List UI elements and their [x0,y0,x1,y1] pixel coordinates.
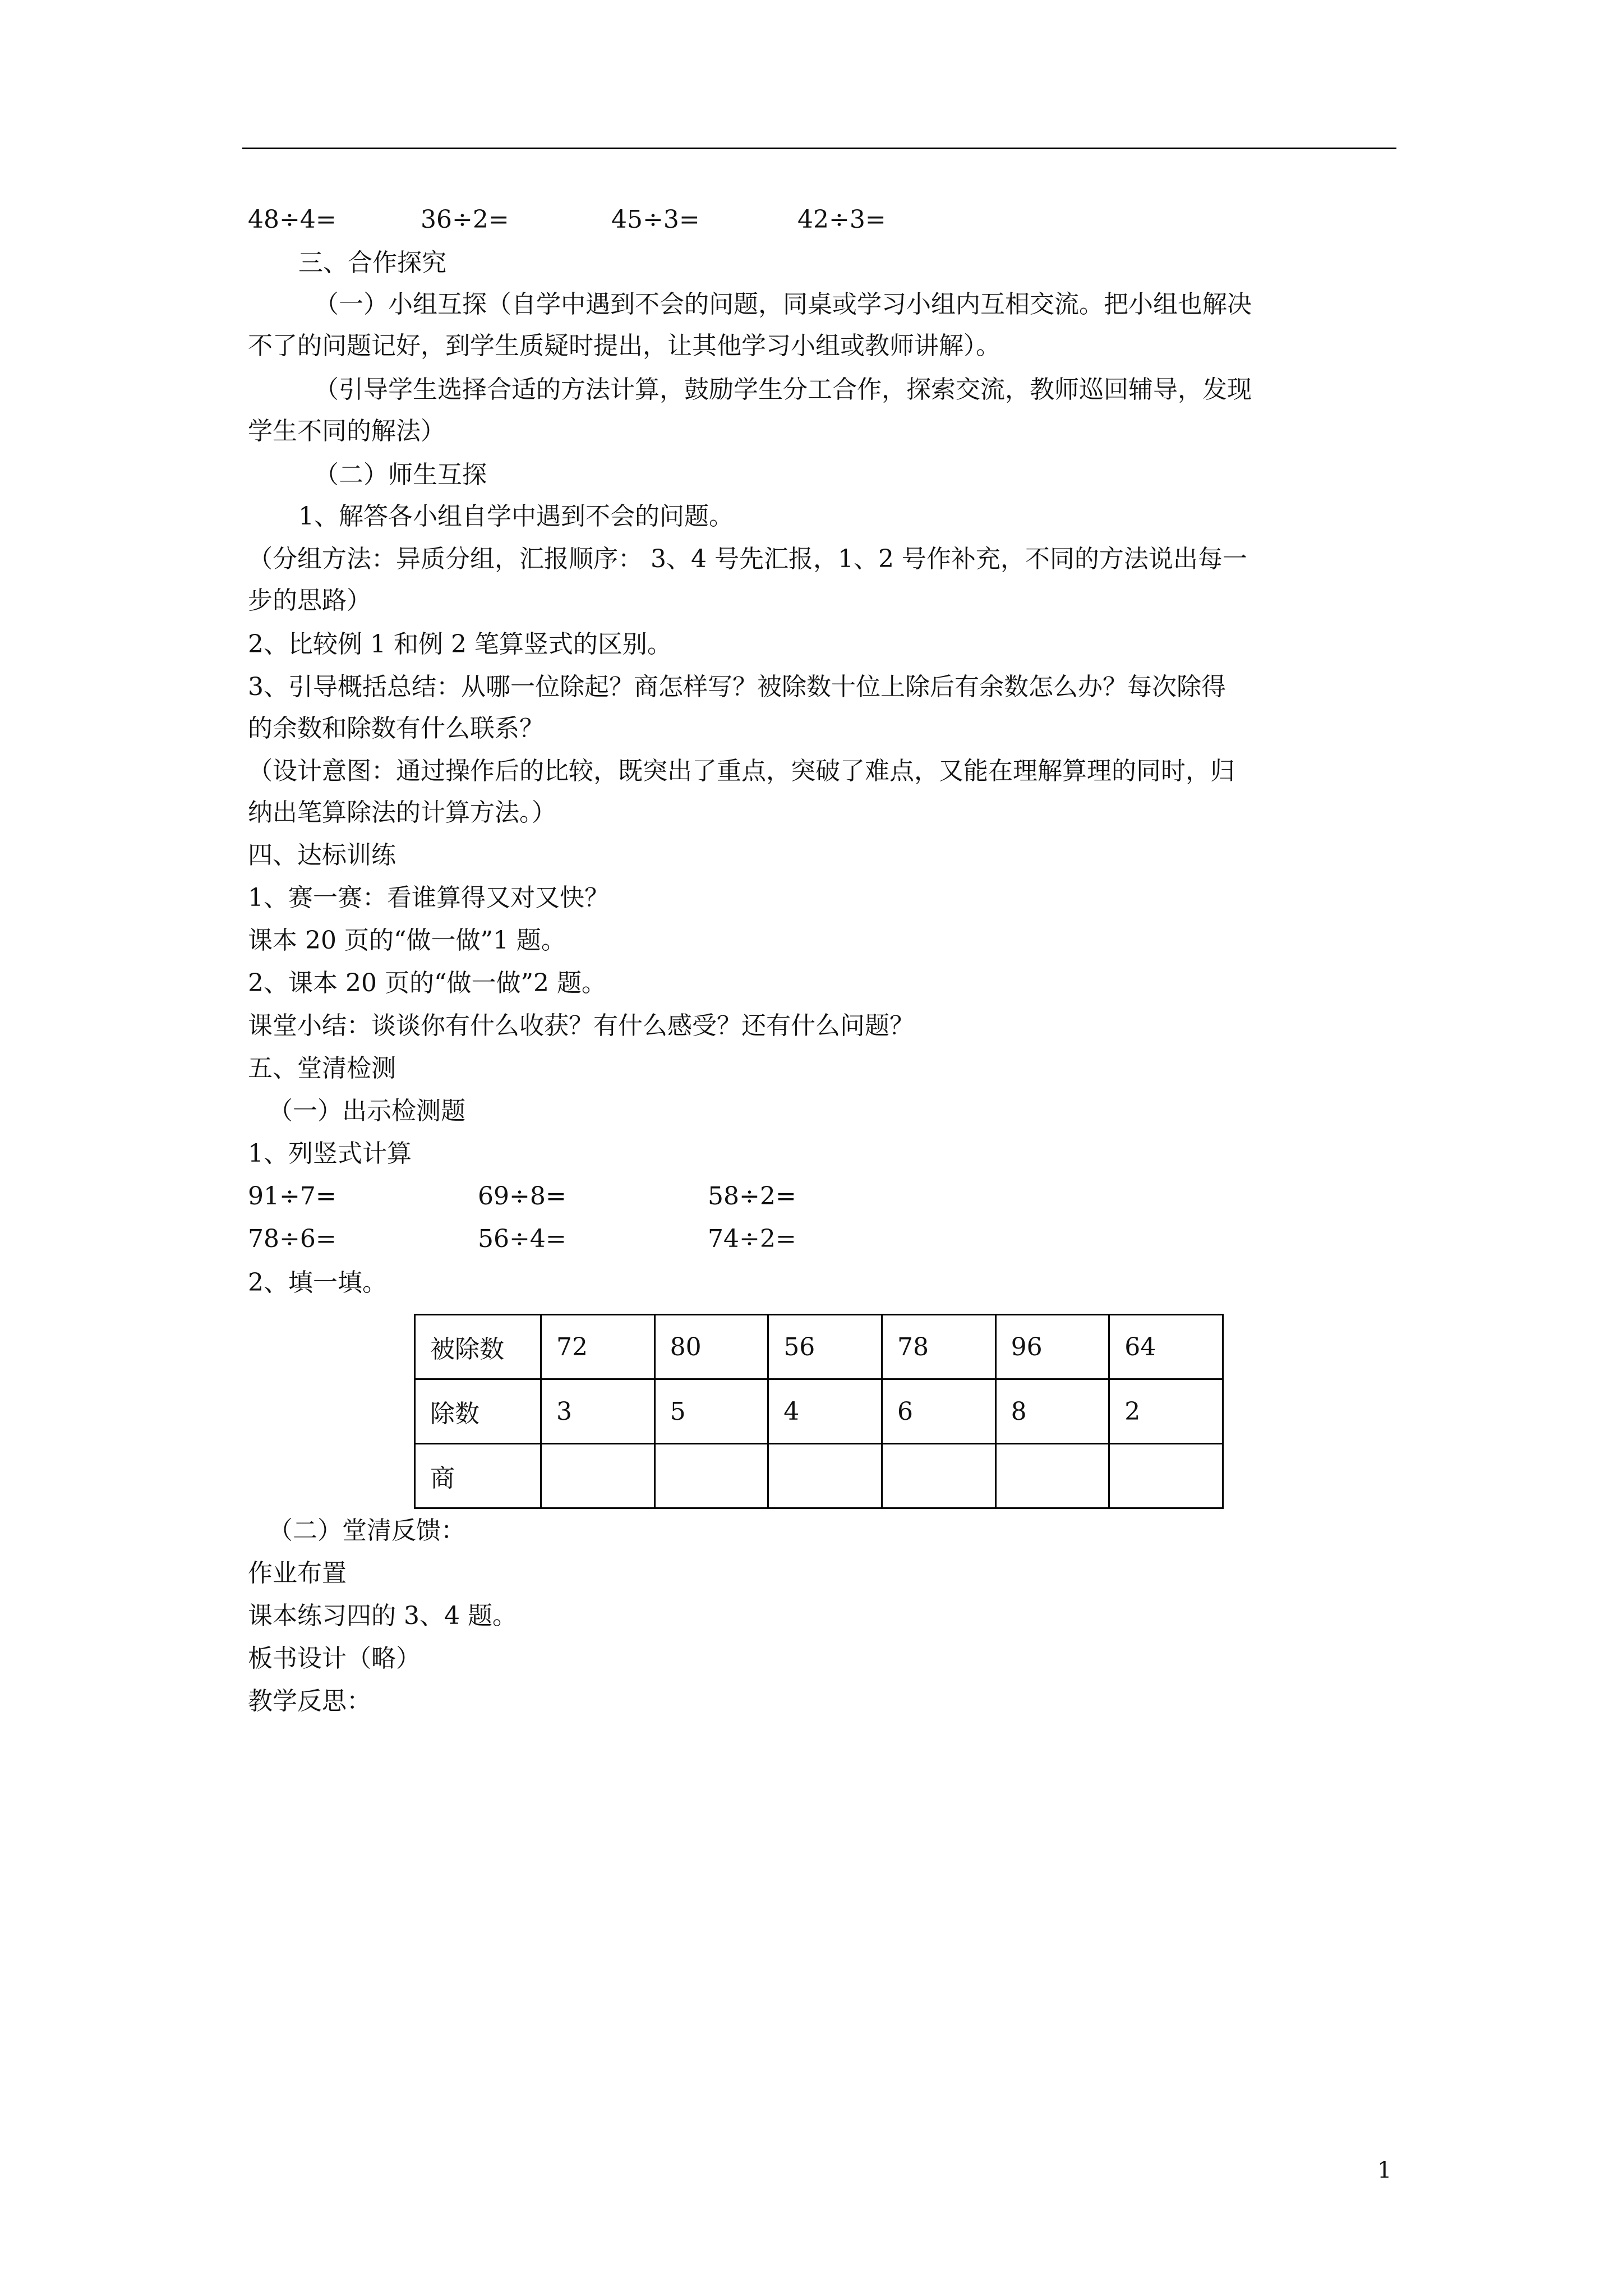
homework-title: 作业布置 [248,1559,347,1588]
guide-line-2: 学生不同的解法） [248,417,445,445]
table-cell: 78 [882,1315,995,1379]
guide-line-1: （引导学生选择合适的方法计算，鼓励学生分工合作，探索交流，教师巡回辅导，发现 [314,375,1252,404]
group-explore-line-1: （一）小组互探（自学中遇到不会的问题，同桌或学习小组内互相交流。把小组也解决 [314,290,1252,319]
top-calc-4: 42÷3= [797,205,886,234]
design-intent-line-1: （设计意图：通过操作后的比较，既突出了重点，突破了难点，又能在理解算理的同时，归 [248,757,1235,785]
homework-detail: 课本练习四的 3、4 题。 [248,1602,517,1630]
training-1-detail: 课本 20 页的“做一做”1 题。 [248,926,566,955]
item-1: 1、解答各小组自学中遇到不会的问题。 [298,502,734,531]
group-explore-line-2: 不了的问题记好，到学生质疑时提出，让其他学习小组或教师讲解）。 [248,332,1000,360]
table-cell: 72 [541,1315,654,1379]
top-calc-3: 45÷3= [611,205,700,234]
table-cell: 96 [995,1315,1109,1379]
calc-1-1: 91÷7= [248,1182,336,1211]
grouping-line-1: （分组方法：异质分组，汇报顺序： 3、4 号先汇报，1、2 号作补充，不同的方法说出每一 [248,545,1247,573]
section-3-title: 三、合作探究 [298,249,446,277]
table-row [415,1444,1223,1508]
calc-1-2: 69÷8= [478,1182,566,1211]
design-intent-line-2: 纳出笔算除法的计算方法。） [248,798,556,827]
table-row [415,1315,1223,1379]
item-2: 2、比较例 1 和例 2 笔算竖式的区别。 [248,630,672,659]
top-calc-2: 36÷2= [421,205,509,234]
table-cell: 除数 [415,1379,541,1444]
training-1: 1、赛一赛：看谁算得又对又快？ [248,884,609,912]
class-summary: 课堂小结：谈谈你有什么收获？有什么感受？还有什么问题？ [248,1011,914,1040]
table-cell [541,1444,654,1508]
item-3-line-2: 的余数和除数有什么联系？ [248,714,544,743]
table-cell: 被除数 [415,1315,541,1379]
table-cell: 商 [415,1444,541,1508]
table-cell: 6 [882,1379,995,1444]
table-row [415,1379,1223,1444]
feedback-title: （二）堂清反馈： [268,1516,465,1545]
header-rule [242,148,1396,149]
page-number: 1 [1377,2157,1392,2183]
table-cell [768,1444,882,1508]
table-cell [654,1444,768,1508]
table-cell: 2 [1109,1379,1223,1444]
table-cell: 5 [654,1379,768,1444]
table-cell: 64 [1109,1315,1223,1379]
teacher-student-title: （二）师生互探 [314,461,487,489]
training-2: 2、课本 20 页的“做一做”2 题。 [248,969,606,997]
teaching-reflection: 教学反思： [248,1687,371,1715]
table-cell: 3 [541,1379,654,1444]
division-table [414,1314,1224,1509]
table-cell: 8 [995,1379,1109,1444]
item-3-line-1: 3、引导概括总结：从哪一位除起？商怎样写？被除数十位上除后有余数怎么办？每次除得 [248,673,1226,701]
table-cell: 80 [654,1315,768,1379]
section-5-title: 五、堂清检测 [248,1054,396,1083]
calc-1-3: 58÷2= [708,1182,796,1211]
quiz-title: （一）出示检测题 [268,1097,465,1125]
table-cell: 4 [768,1379,882,1444]
quiz-2: 2、填一填。 [248,1268,387,1297]
table-cell [995,1444,1109,1508]
calc-2-1: 78÷6= [248,1225,336,1253]
calc-2-3: 74÷2= [708,1225,796,1253]
quiz-1: 1、列竖式计算 [248,1139,412,1168]
calc-2-2: 56÷4= [478,1225,566,1253]
table-cell [1109,1444,1223,1508]
top-calc-1: 48÷4= [248,205,336,234]
section-4-title: 四、达标训练 [248,841,396,869]
table-cell: 56 [768,1315,882,1379]
table-cell [882,1444,995,1508]
board-design: 板书设计（略） [248,1644,421,1673]
grouping-line-2: 步的思路） [248,586,371,615]
